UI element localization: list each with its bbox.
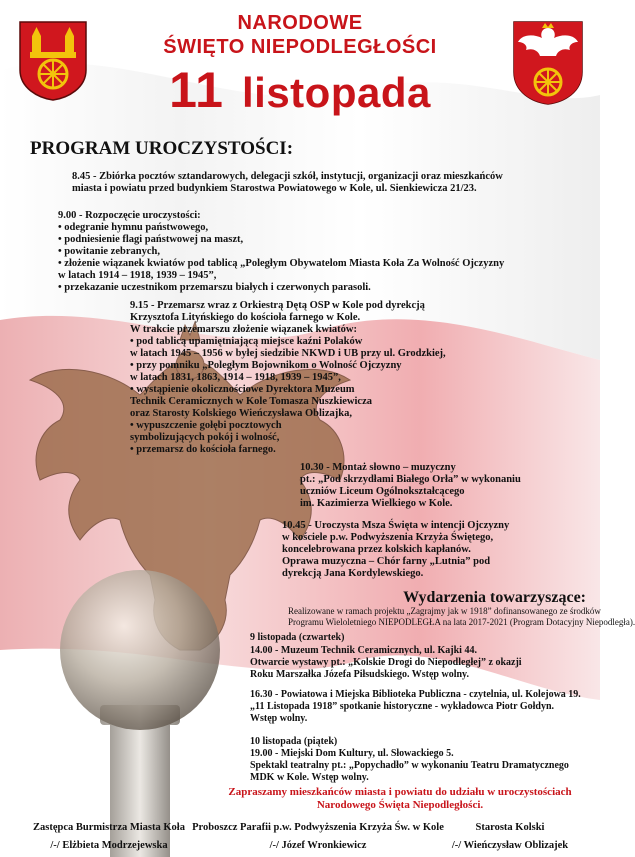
- signature-parish-priest: [188, 822, 448, 852]
- item-line: Wstęp wolny.: [250, 713, 308, 724]
- event-line: Krzysztofa Lityńskiego do kościoła farnego w Kole.: [130, 312, 361, 323]
- event-line: 9.15 - Przemarsz wraz z Orkiestrą Dętą OSP w Kole pod dyrekcją: [130, 300, 425, 311]
- event-line: w latach 1914 – 1918, 1939 – 1945”,: [58, 270, 217, 281]
- invitation-line: Zapraszamy mieszkańców miasta i powiatu do udziału w uroczystościach: [228, 786, 572, 798]
- title-line-1: NARODOWE: [237, 12, 363, 34]
- event-line: oraz Starosty Kolskiego Wieńczysława Oblizajka,: [130, 408, 352, 419]
- event-line: dyrekcją Jana Kordylewskiego.: [282, 568, 424, 579]
- event-line: uczniów Liceum Ogólnokształcącego: [300, 486, 465, 497]
- event-line: w latach 1831, 1863, 1914 – 1918, 1939 – 1945”,: [130, 372, 341, 383]
- item-line: 19.00 - Miejski Dom Kultury, ul. Słowackiego 5.: [250, 748, 454, 759]
- signature-name: /-/ Elżbieta Modrzejewska: [50, 840, 168, 851]
- event-8-45: [72, 171, 503, 195]
- event-line: • przekazanie uczestnikom przemarszu białych i czerwonych parasoli.: [58, 282, 371, 293]
- day-2-label: 10 listopada (piątek): [250, 736, 338, 747]
- title-line-2: ŚWIĘTO NIEPODLEGŁOŚCI: [163, 36, 437, 58]
- event-line: • odegranie hymnu państwowego,: [58, 222, 209, 233]
- program-title: PROGRAM UROCZYSTOŚCI:: [30, 138, 294, 159]
- event-line: • podniesienie flagi państwowej na maszt,: [58, 234, 244, 245]
- signature-role: Zastępca Burmistrza Miasta Koła: [33, 822, 185, 833]
- event-line: miasta i powiatu przed budynkiem Starostwa Powiatowego w Kole, ul. Sienkiewicza 21/23.: [72, 183, 477, 194]
- event-line: W trakcie przemarszu złożenie wiązanek kwiatów:: [130, 324, 357, 335]
- event-line: Oprawa muzyczna – Chór farny „Lutnia” pod: [282, 556, 491, 567]
- item-line: Roku Marszałka Józefa Piłsudskiego. Wstęp wolny.: [250, 669, 469, 680]
- signature-role: Starosta Kolski: [475, 822, 545, 833]
- event-line: • wystąpienie okolicznościowe Dyrektora Muzeum: [130, 384, 355, 395]
- item-14-00: [250, 645, 522, 681]
- note-line: Realizowane w ramach projektu „Zagrajmy jak w 1918” dofinansowanego ze środków: [288, 606, 601, 616]
- event-10-30: [300, 462, 521, 510]
- event-line: koncelebrowana przez kolskich kapłanów.: [282, 544, 471, 555]
- date-day: 11: [169, 62, 224, 118]
- event-line: w latach 1945 – 1956 w byłej siedzibie NKWD i UB przy ul. Grodzkiej,: [130, 348, 446, 359]
- signature-starost: [430, 822, 590, 852]
- event-line: 10.30 - Montaż słowno – muzyczny: [300, 462, 456, 473]
- event-line: Technik Ceramicznych w Kole Tomasza Nuszkiewicza: [130, 396, 372, 407]
- invitation-line: Narodowego Święta Niepodległości.: [316, 799, 484, 811]
- signature-name: /-/ Józef Wronkiewicz: [269, 840, 367, 851]
- accompanying-title: Wydarzenia towarzyszące:: [403, 589, 586, 606]
- date-heading: [0, 62, 600, 121]
- item-19-00: [250, 748, 569, 784]
- invitation: [220, 786, 580, 812]
- item-line: Spektakl teatralny pt.: „Popychadło” w wykonaniu Teatru Dramatycznego: [250, 760, 569, 771]
- signature-name: /-/ Wieńczysław Oblizajek: [451, 840, 569, 851]
- event-line: 8.45 - Zbiórka pocztów sztandarowych, delegacji szkół, instytucji, organizacji oraz mieszkańców: [72, 171, 503, 182]
- event-line: • powitanie zebranych,: [58, 246, 160, 257]
- event-line: • przy pomniku „Poległym Bojownikom o Wolność Ojczyzny: [130, 360, 402, 371]
- day-1-label: 9 listopada (czwartek): [250, 632, 345, 643]
- date-month: listopada: [241, 69, 431, 116]
- project-note: [288, 606, 635, 628]
- item-16-30: [250, 689, 581, 725]
- item-line: 16.30 - Powiatowa i Miejska Biblioteka Publiczna - czytelnia, ul. Kolejowa 19.: [250, 689, 581, 700]
- event-9-00: [58, 210, 504, 294]
- event-line: im. Kazimierza Wielkiego w Kole.: [300, 498, 453, 509]
- event-line: w kościele p.w. Podwyższenia Krzyża Świętego,: [282, 532, 494, 543]
- event-line: 9.00 - Rozpoczęcie uroczystości:: [58, 210, 201, 221]
- item-line: 14.00 - Muzeum Technik Ceramicznych, ul. Kajki 44.: [250, 645, 477, 656]
- event-9-15: [130, 300, 446, 456]
- event-line: 10.45 - Uroczysta Msza Święta w intencji Ojczyzny: [282, 520, 510, 531]
- item-line: MDK w Kole. Wstęp wolny.: [250, 772, 369, 783]
- item-line: Otwarcie wystawy pt.: „Kolskie Drogi do Niepodległej” z okazji: [250, 657, 522, 668]
- event-line: symbolizujących pokój i wolność,: [130, 432, 280, 443]
- event-line: • wypuszczenie gołębi pocztowych: [130, 420, 282, 431]
- note-line: Programu Wieloletniego NIEPODLEGŁA na lata 2017-2021 (Program Dotacyjny Niepodległa).: [288, 617, 635, 627]
- event-10-45: [282, 520, 509, 580]
- event-line: • przemarsz do kościoła farnego.: [130, 444, 276, 455]
- event-line: • złożenie wiązanek kwiatów pod tablicą „Poległym Obywatelom Miasta Koła Za Wolność Ojczyzny: [58, 258, 505, 269]
- event-line: • pod tablicą upamiętniającą miejsce kaźni Polaków: [130, 336, 363, 347]
- event-line: pt.: „Pod skrzydłami Białego Orła” w wykonaniu: [300, 474, 521, 485]
- item-line: „11 Listopada 1918” spotkanie historyczne - wykładowca Piotr Gołdyn.: [250, 701, 555, 712]
- signature-deputy-mayor: [14, 822, 204, 852]
- signature-role: Proboszcz Parafii p.w. Podwyższenia Krzyża Św. w Kole: [192, 822, 444, 833]
